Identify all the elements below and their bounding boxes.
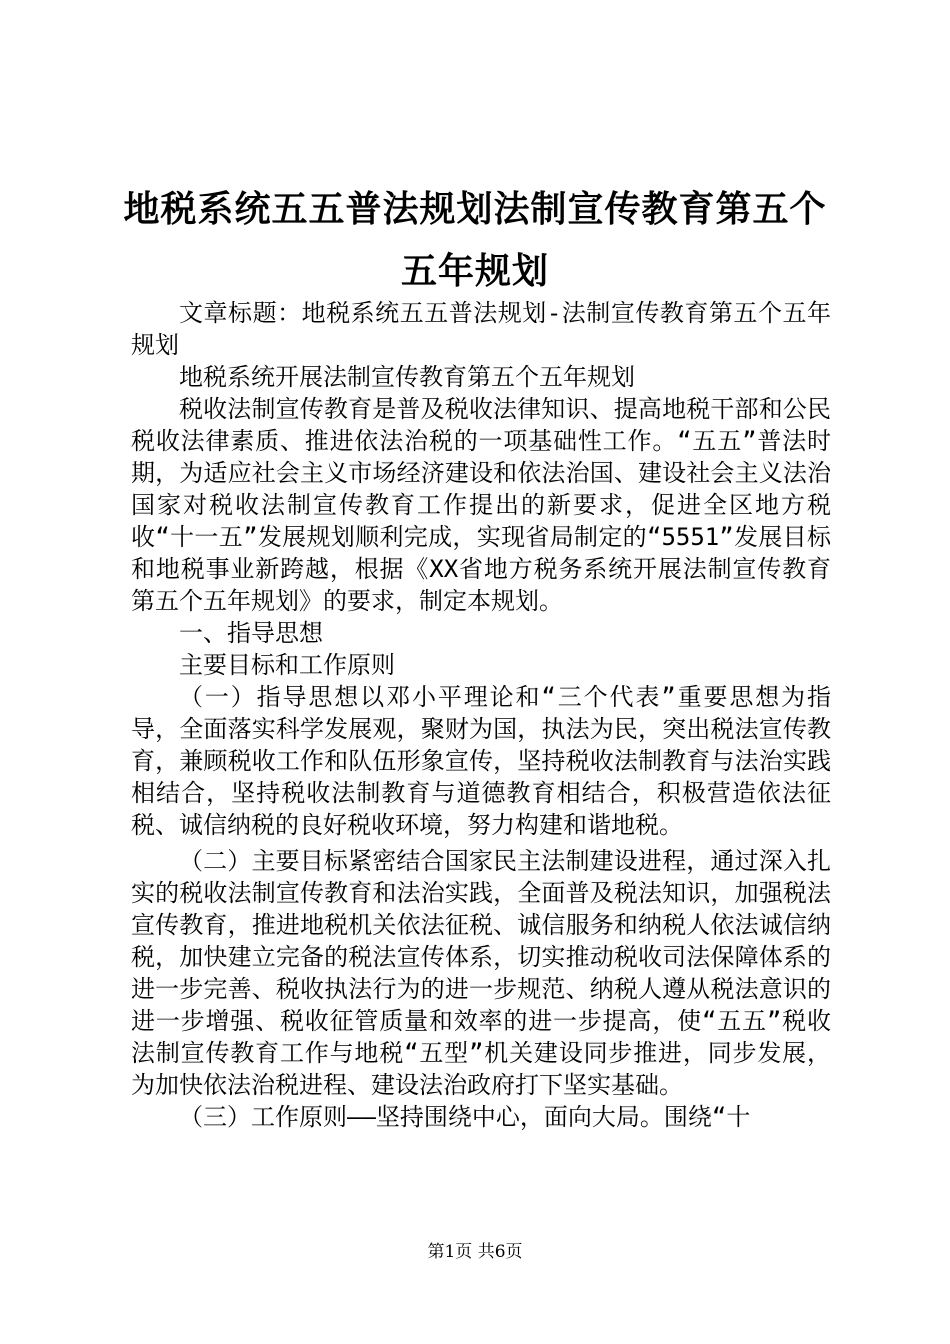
paragraph-main-goals: （二）主要目标紧密结合国家民主法制建设进程，通过深入扎实的税收法制宣传教育和法治实践，全面普及税法知识，加强税法宣传教育，推进地税机关依法征税、诚信服务和纳税人依法诚信纳税，加快建立完备的税法宣传体系，切实推动税收司法保障体系的进一步完善、税收执法行为的进一步规范、纳税人遵从税法意识的进一步增强、税收征管质量和效率的进一步提高，使“五五”税收法制宣传教育工作与地税“五型”机关建设同步推进，同步发展，为加快依法治税进程、建设法治政府打下坚实基础。 bbox=[131, 847, 831, 1099]
paragraph-work-principles: （三）工作原则——坚持围绕中心，面向大局。围绕“十 bbox=[179, 1103, 751, 1131]
paragraph-introduction: 税收法制宣传教育是普及税收法律知识、提高地税干部和公民税收法律素质、推进依法治税的一项基础性工作。“五五”普法时期，为适应社会主义市场经济建设和依法治国、建设社会主义法治国家对税收法制宣传教育工作提出的新要求，促进全区地方税收“十一五”发展规划顺利完成，实现省局制定的“5551”发展目标和地税事业新跨越，根据《XX省地方税务系统开展法制宣传教育第五个五年规划》的要求，制定本规划。 bbox=[131, 395, 831, 615]
section-subheading-goals-principles: 主要目标和工作原则 bbox=[179, 651, 395, 679]
paragraph-article-heading: 文章标题：地税系统五五普法规划-法制宣传教育第五个五年规划 bbox=[131, 299, 831, 359]
document-body bbox=[131, 297, 831, 1133]
paragraph-guiding-thought: （一）指导思想以邓小平理论和“三个代表”重要思想为指导，全面落实科学发展观，聚财为国，执法为民，突出税法宣传教育，兼顾税收工作和队伍形象宣传，坚持税收法制教育与法治实践相结合，坚持税收法制教育与道德教育相结合，积极营造依法征税、诚信纳税的良好税收环境，努力构建和谐地税。 bbox=[131, 683, 831, 839]
document-title: 地税系统五五普法规划法制宣传教育第五个五年规划 bbox=[123, 188, 827, 292]
page-number-footer: 第1页 共6页 bbox=[427, 1242, 523, 1262]
section-heading-guiding-thought: 一、指导思想 bbox=[179, 619, 323, 647]
paragraph-plan-name: 地税系统开展法制宣传教育第五个五年规划 bbox=[179, 363, 635, 391]
